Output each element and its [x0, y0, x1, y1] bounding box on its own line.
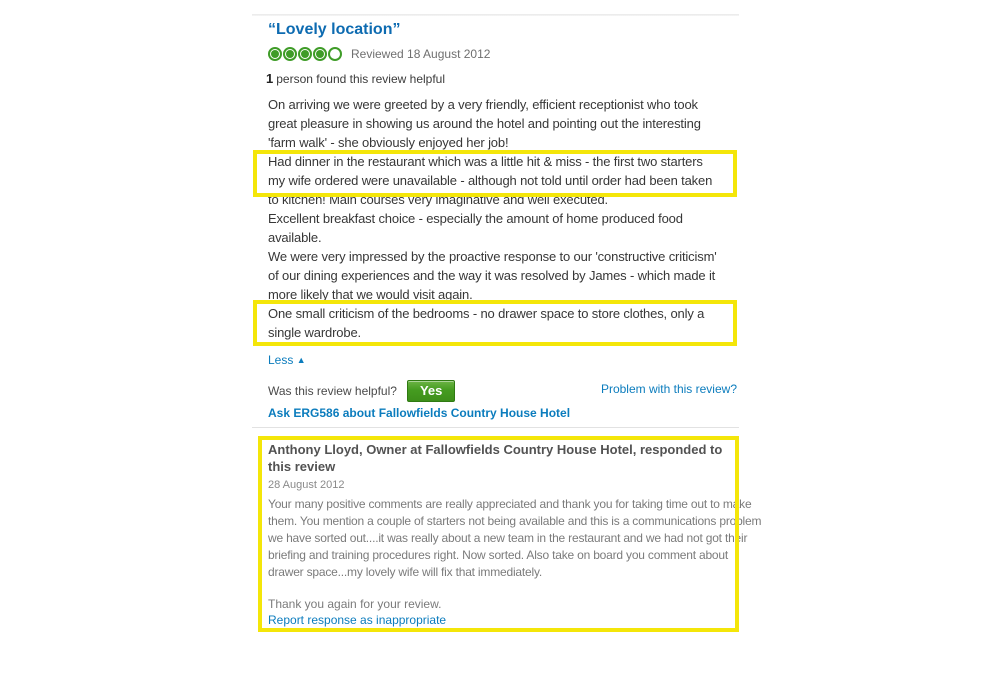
review-line: available.	[268, 230, 322, 245]
helpful-question-row	[268, 380, 455, 402]
section-divider	[252, 427, 739, 428]
review-line: We were very impressed by the proactive response to our 'constructive criticism'	[268, 249, 717, 264]
ask-reviewer-link[interactable]: Ask ERG586 about Fallowfields Country House Hotel	[268, 406, 571, 420]
top-divider	[252, 14, 739, 16]
rating-bubbles-icon	[268, 47, 343, 61]
helpful-question-label: Was this review helpful?	[268, 384, 397, 398]
yes-button[interactable]: Yes	[407, 380, 455, 402]
review-line: Had dinner in the restaurant which was a little hit & miss - the first two starters	[268, 154, 703, 169]
review-line: great pleasure in showing us around the hotel and pointing out the interesting	[268, 116, 701, 131]
helpful-count-label: person found this review helpful	[276, 72, 446, 86]
review-column	[252, 0, 762, 690]
owner-response-date: 28 August 2012	[268, 479, 345, 491]
review-line: to kitchen! Main courses very imaginative and well executed.	[268, 192, 609, 207]
review-body	[268, 95, 717, 342]
owner-response-header: Anthony Lloyd, Owner at Fallowfields Country House Hotel, responded to this review	[268, 442, 723, 474]
rating-bubble-icon	[328, 47, 342, 61]
rating-bubble-icon	[313, 47, 327, 61]
review-line: 'farm walk' - she obviously enjoyed her job!	[268, 135, 509, 150]
reviewed-date: Reviewed 18 August 2012	[351, 47, 491, 61]
less-link[interactable]: Less ▲	[268, 353, 306, 367]
response-line: drawer space...my lovely wife will fix that immediately.	[268, 565, 542, 579]
rating-row	[268, 46, 490, 62]
rating-bubble-icon	[268, 47, 282, 61]
review-line: single wardrobe.	[268, 325, 361, 340]
review-title: “Lovely location”	[268, 21, 401, 38]
review-line: more likely that we would visit again.	[268, 287, 473, 302]
response-line: Your many positive comments are really appreciated and thank you for taking time out to make	[268, 497, 752, 511]
response-line: we have sorted out....it was really about a new team in the restaurant and we had not got their	[268, 531, 748, 545]
owner-response-body	[268, 496, 761, 581]
helpful-count-row	[266, 71, 445, 86]
collapse-arrow-icon: ▲	[296, 355, 306, 365]
review-line: my wife ordered were unavailable - although not told until order had been taken	[268, 173, 713, 188]
problem-with-review-link[interactable]: Problem with this review?	[600, 382, 737, 396]
response-line: them. You mention a couple of starters not being available and this is a communications problem	[268, 514, 762, 528]
response-line: briefing and training procedures right. Now sorted. Also take on board you comment about	[268, 548, 729, 562]
response-thanks: Thank you again for your review.	[268, 597, 442, 611]
helpful-count: 1	[266, 71, 274, 86]
rating-bubble-icon	[298, 47, 312, 61]
rating-bubble-icon	[283, 47, 297, 61]
review-line: Excellent breakfast choice - especially the amount of home produced food	[268, 211, 683, 226]
report-response-link[interactable]: Report response as inappropriate	[268, 613, 447, 627]
review-line: of our dining experiences and the way it was resolved by James - which made it	[268, 268, 716, 283]
review-line: On arriving we were greeted by a very friendly, efficient receptionist who took	[268, 97, 698, 112]
review-line: One small criticism of the bedrooms - no drawer space to store clothes, only a	[268, 306, 705, 321]
